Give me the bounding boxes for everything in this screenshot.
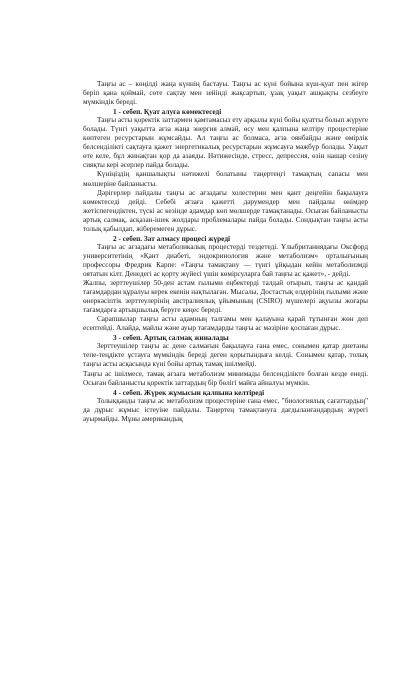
paragraph: Таңғы ас ішілмесе, тамақ ағзаға метаболизм минимады белсенділікте болған кезде енеді. Осыған байланысты қоректік заттардың бір бөлігі майға айналуы мүмкін. bbox=[83, 369, 368, 387]
paragraph: Жалпы, зерттеушілер 50-ден астам ғылыми еңбектерді талдай отырып, таңғы ас қандай тағамдардан құралуы керек екенін нақтылаған. Мысалы, Достастық елдерінің ғылыми және өнеркәсіптік зерттеулерінің австралиялық ұйымының (CSIRO) мүшелері ақуызы жоғары тағамдарға артықшылық беруге кеңес береді. bbox=[83, 279, 368, 315]
paragraph: Сарапшылар таңғы асты адамның талғамы мен қалауына қарай тұтынған жөн деп есептейді. Алайда, майлы және ауыр тағамдарды таңғы ас мәзіріне қоспаған дұрыс. bbox=[83, 315, 368, 333]
paragraph: Таңғы ас ағзадағы метаболикалық процестерді тездетеді. Ұлыбританиядағы Оксфорд университетінің «Қант диабеті, эндокринология және метаболизм» орталығының профессоры Фредрик Карпе: «Таңғы тамақтану — түнгі ұйқыдан кейін метаболизмді оятатын кілт. Денедегі ас қорту жүйесі үшін көмірсуларға бай таңғы ас қажет», - дейді. bbox=[83, 242, 368, 278]
paragraph: Дәрігерлер пайдалы таңғы ас ағзадағы холестерин мен қант деңгейін бақылауға көмектеседі дейді. Себебі ағзаға қажетті дәрумендер мен пайдалы өнімдер жетіспегендіктен, түскі ас кезінде адамдар көп мөлшерде тамақтанады. Осыған байланысты артық салмақ, асқазан-ішек жолдары проблемалары пайда болады. Сондықтан таңғы асты толық қабылдап, жіберемеген дұрыс. bbox=[83, 188, 368, 233]
section-heading: 1 - себеп. Қуат алуға көмектеседі bbox=[113, 107, 222, 117]
paragraph: Зерттеушілер таңғы ас дене салмағын бақылауға ғана емес, сонымен қатар диетаны тепе-теңдікте ұстауға мүмкіндік береді деген қорытындыға келді. Сонымен қатар, толық таңғы асты асқасында күні бойы артық тамақ ішілмейді. bbox=[83, 342, 368, 369]
paragraph: Таңғы ас – көңілді жаңа күннің бастауы. Таңғы ас күні бойына күш-қуат пен жігер беріп қана қоймай, сөте сақтау мен зейінді жақсартып, ұзақ уақыт ашқықты сезбеуге мүмкіндік береді. bbox=[83, 80, 368, 107]
paragraph: Толыққанды таңғы ас метаболизм процестеріне ғана емес, "биологиялық сағаттардың" да дұрыс жұмыс істеуіне пайдалы. Таңертең тамақтануға дағдыланғандардың жүрегі ауырмайды. Мұны американдық bbox=[83, 396, 368, 423]
paragraph: Таңғы асты қоректік заттармен қамтамасыз ету арқылы күні бойы қуатты болып жүруге болады. Түнгі уақытта ағза жаңа энергия алмай, өсу мен қалпына келтіру процестеріне көптеген ресурстарын жұмсайды. Ал таңғы ас болмаса, ағза оянбайды және өмірлік белсенділікті сақтауға қажет энергетикалық ресурстарын жұмсауға мәжбүр болады. Уақыт өте келе, бұл жинақтан қор да азаяды. Нәтижесінде, стресс, депрессия, өзін нашар сезіну сияқты кері әсерлер пайда болады. bbox=[83, 116, 368, 170]
section-heading: 2 - себеп. Зат алмасу процесі жүреді bbox=[113, 233, 231, 243]
document-body bbox=[83, 80, 368, 424]
section-heading: 4 - себеп. Жүрек жұмысын қалпына келтіреді bbox=[113, 387, 265, 397]
section-heading: 3 - себеп. Артық салмақ жиналады bbox=[113, 333, 229, 343]
paragraph: Күніңіздің қаншалықты нәтижелі болатыны таңертеңгі тамақтың сапасы мен мөлшеріне байланысты. bbox=[83, 170, 368, 188]
